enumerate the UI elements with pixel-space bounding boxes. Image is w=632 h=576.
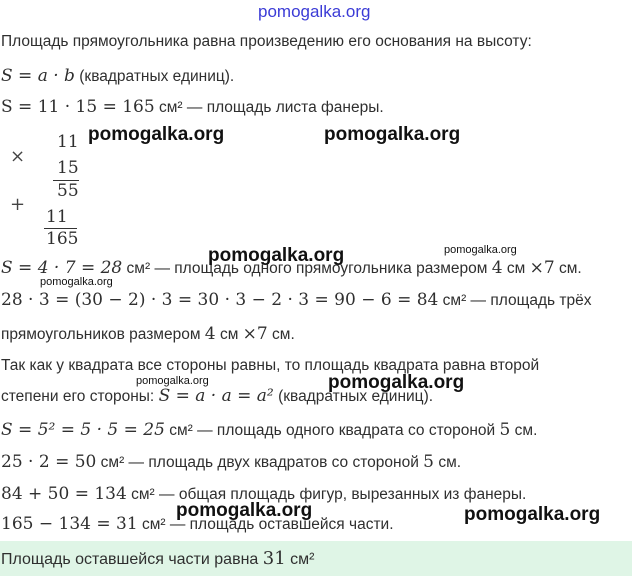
three-rect-cm-1: см xyxy=(219,326,239,343)
two-squares-math: 25 · 2 = 50 xyxy=(1,452,97,472)
formula-text: (квадратных единиц). xyxy=(79,68,235,85)
sheet-area-unit: см² xyxy=(159,99,183,116)
two-squares-side: 5 xyxy=(423,452,434,472)
remaining-text: — площадь оставшейся части. xyxy=(169,516,394,533)
remaining-unit: см² xyxy=(141,516,166,533)
answer-line xyxy=(1,548,314,569)
rect-area-unit: см² xyxy=(126,260,151,277)
line-rule-statement: Площадь прямоугольника равна произведению его основания на высоту: xyxy=(1,33,532,50)
factor-b: 15 xyxy=(57,158,79,178)
formula-math: S = a · b xyxy=(1,66,75,86)
square-side-cm: см. xyxy=(514,422,538,439)
partial-product-1: 55 xyxy=(57,181,79,201)
answer-box xyxy=(0,541,632,576)
three-rect-width: 4 xyxy=(204,324,216,344)
watermark: pomogalka.org xyxy=(176,500,313,521)
line-two-squares xyxy=(1,452,461,473)
remaining-math: 165 − 134 = 31 xyxy=(1,514,138,534)
line-three-rectangles-cont xyxy=(1,324,295,345)
watermark: pomogalka.org xyxy=(88,124,225,145)
sheet-area-math: S = 11 · 15 = 165 xyxy=(1,97,155,117)
rect-area-math: S = 4 · 7 = 28 xyxy=(1,258,123,278)
rect-area-text: — площадь одного прямоугольника размером xyxy=(154,260,488,277)
watermark: pomogalka.org xyxy=(464,504,601,525)
times-sign: × xyxy=(10,146,26,167)
rect-width: 4 xyxy=(491,258,503,278)
rect-times: ×7 xyxy=(529,258,555,278)
square-formula-text: степени его стороны: xyxy=(1,388,155,405)
sheet-area-text: — площадь листа фанеры. xyxy=(186,99,384,116)
three-rect-cm-2: см. xyxy=(272,326,295,343)
watermark: pomogalka.org xyxy=(328,372,465,393)
answer-value: 31 xyxy=(262,548,286,569)
watermark: pomogalka.org xyxy=(324,124,461,145)
rect-cm-2: см. xyxy=(558,260,582,277)
line-area-formula xyxy=(1,66,234,87)
total-cut-unit: см² xyxy=(131,486,155,503)
three-rect-math: 28 · 3 = (30 − 2) · 3 = 30 · 3 − 2 · 3 = 90 − 6 = 84 xyxy=(1,290,439,310)
plus-sign: + xyxy=(10,194,26,215)
factor-a: 11 xyxy=(57,132,79,152)
watermark: pomogalka.org xyxy=(136,375,209,387)
total-cut-math: 84 + 50 = 134 xyxy=(1,484,127,504)
three-rect-text: — площадь трёх xyxy=(470,292,592,309)
rect-cm-1: см xyxy=(506,260,526,277)
answer-unit: см² xyxy=(290,551,315,568)
total-cut-text: — общая площадь фигур, вырезанных из фанеры. xyxy=(159,486,527,503)
line-square-area xyxy=(1,420,537,441)
square-side: 5 xyxy=(499,420,511,440)
watermark: pomogalka.org xyxy=(444,244,517,256)
watermark: pomogalka.org xyxy=(40,276,113,288)
two-squares-unit: см² xyxy=(100,454,125,471)
square-formula-math: S = a · a = a² xyxy=(158,386,274,406)
calc-result: 165 xyxy=(46,229,79,249)
square-area-math: S = 5² = 5 · 5 = 25 xyxy=(1,420,165,440)
line-sheet-area xyxy=(1,97,384,118)
three-rect-text2: прямоугольников размером xyxy=(1,326,201,343)
watermark-top[interactable]: pomogalka.org xyxy=(258,2,371,21)
two-squares-cm: см. xyxy=(438,454,462,471)
square-formula-text2: (квадратных единиц). xyxy=(278,388,434,405)
line-three-rectangles xyxy=(1,290,591,311)
answer-text: Площадь оставшейся части равна xyxy=(1,551,259,568)
two-squares-text: — площадь двух квадратов со стороной xyxy=(128,454,419,471)
line-square-rule: Так как у квадрата все стороны равны, то площадь квадрата равна второй xyxy=(1,357,540,374)
square-area-text: — площадь одного квадрата со стороной xyxy=(197,422,496,439)
square-area-unit: см² xyxy=(169,422,193,439)
watermark: pomogalka.org xyxy=(208,245,345,266)
three-rect-unit: см² xyxy=(442,292,467,309)
three-rect-times: ×7 xyxy=(242,324,268,344)
partial-product-2: 11 xyxy=(46,207,68,227)
